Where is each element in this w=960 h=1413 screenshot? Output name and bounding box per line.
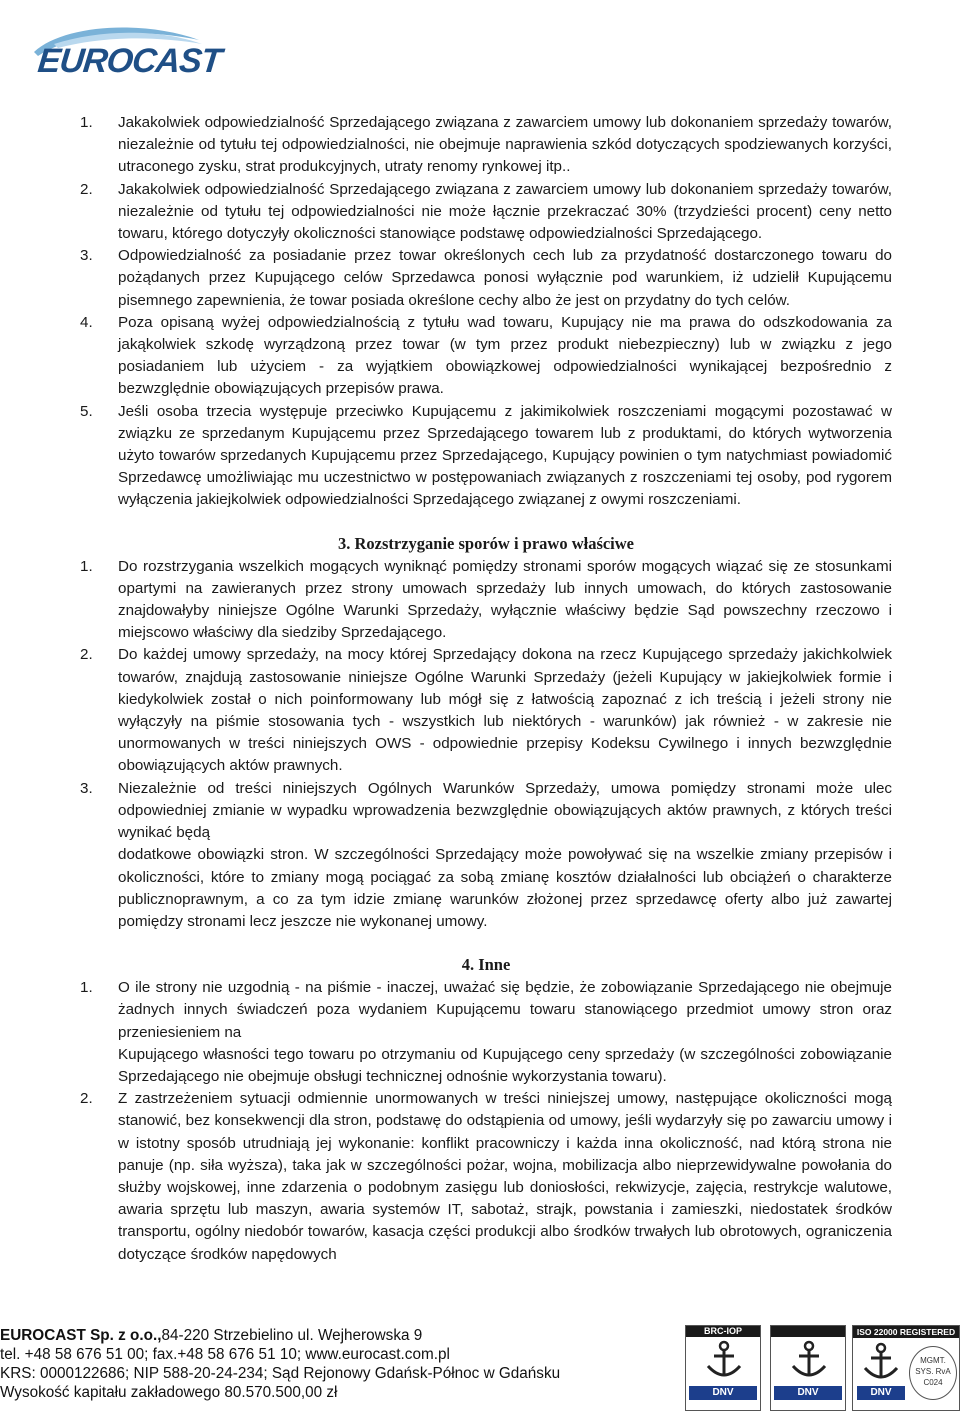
document-body bbox=[80, 112, 892, 1266]
anchor-icon bbox=[704, 1340, 744, 1382]
anchor-icon bbox=[861, 1342, 901, 1384]
footer-contact: tel. +48 58 676 51 00; fax.+48 58 676 51 10; www.eurocast.com.pl bbox=[0, 1346, 450, 1363]
list-item: 4. Poza opisaną wyżej odpowiedzialnością z tytułu wad towaru, Kupujący nie ma prawa do odszkodowania za jakąkolwiek szkodę wyrządzoną przez towar (w tym przez produkt niebezpieczny) lub w związku z jego posiadaniem lub użyciem - za wyjątkiem obowiązkowej odpowiedzialności wynikającej bezpośrednio z bezwzględnie obowiązujących przepisów prawa. bbox=[80, 313, 892, 398]
list-item: 2. Jakakolwiek odpowiedzialność Sprzedającego związana z zawarciem umowy lub dokonaniem sprzedaży towarów, niezależnie od tytułu tej odpowiedzialności nie może łącznie przekraczać 30% (trzydzieści procent) ceny netto towaru, którego dotyczyły okoliczności stanowiące podstawę odpowiedzialności Sprzedającego. bbox=[80, 180, 892, 243]
section-2-list bbox=[80, 112, 892, 512]
section-4-list bbox=[80, 977, 892, 1266]
logo-wordmark: EUROCAST bbox=[36, 42, 223, 80]
anchor-icon bbox=[789, 1340, 829, 1382]
section-heading-other: 4. Inne bbox=[461, 955, 511, 975]
list-item: 2. Z zastrzeżeniem sytuacji odmiennie unormowanych w treści niniejszej umowy, następujące okoliczności mogą stanowić, bez konsekwencji dla stron, podstawę do odstąpienia od umowy, jeśli wydarzyły się po zawarciu umowy i w istotny sposób utrudniają jej wykonanie: konflikt pracowniczy i każda inna okoliczność, nad którą strona nie panuje (np. siła wyższa), taka jak w szczególności pożar, wojna, mobilizacja albo nieprzewidywalne powołania do służby wojskowej, inne zdarzenia o podobnym zasięgu lub doniosłości, rekwizycje, zajęcia, restrykcje walutowe, awaria sprzętu lub maszyn, awaria systemów IT, sabotaż, strajk, powstania i zamieszki, niedostatek środków transportu, ogólny niedobór towarów, kasacja części produkcji albo środków trwałych lub obrotowych, ograniczenia dotyczące środków napędowych bbox=[80, 1090, 892, 1263]
list-item: 1. O ile strony nie uzgodnią - na piśmie - inaczej, uważać się będzie, że zobowiązanie Sprzedającego nie obejmuje żadnych innych świadczeń poza wydaniem Kupującemu towaru stanowiącego przedmiot umowy stron oraz przeniesieniem na Kupującego własności tego towaru po otrzymaniu od Kupującego ceny sprzedaży (w szczególności zobowiązanie Sprzedającego nie obejmuje obsługi technicznej odnośnie wykorzystania towaru). bbox=[80, 979, 892, 1085]
footer-registry: KRS: 0000122686; NIP 588-20-24-234; Sąd Rejonowy Gdańsk-Północ w Gdańsku bbox=[0, 1365, 561, 1382]
list-item: 2. Do każdej umowy sprzedaży, na mocy której Sprzedający dokona na rzecz Kupującego sprzedaży jakichkolwiek towarów, znajdują zastosowanie niniejsze Ogólne Warunki Sprzedaży (jeżeli Kupujący w jakiejkolwiek formie i kiedykolwiek został o nich poinformowany lub mógł się z łatwością zapoznać z ich treścią i jeżeli strony nie wyłączyły na piśmie stosowania tych - wszystkich lub niektórych - warunków) jak również - w zakresie nie unormowanych w treści niniejszych OWS - odpowiednie przepisy Kodeksu Cywilnego i innych bezwzględnie obowiązujących aktów prawnych. bbox=[80, 646, 892, 775]
certificate-badge-dnv bbox=[770, 1325, 846, 1411]
certificate-badge-iso22000: ISO 22000 REGISTERED DNV MGMT. SYS. RvA C024 bbox=[852, 1325, 960, 1411]
footer-address: 84-220 Strzebielino ul. Wejherowska 9 bbox=[161, 1327, 423, 1344]
list-item: 1. Jakakolwiek odpowiedzialność Sprzedającego związana z zawarciem umowy lub dokonaniem sprzedaży towarów, niezależnie od tytułu tej odpowiedzialności, nie obejmuje naprawienia szkód dotyczących spodziewanych korzyści, utraconego zysku, strat produkcyjnych, utraty renomy rynkowej itp.. bbox=[80, 114, 892, 176]
company-logo bbox=[24, 22, 223, 82]
footer-capital: Wysokość kapitału zakładowego 80.570.500,00 zł bbox=[0, 1384, 338, 1401]
footer-company-name: EUROCAST Sp. z o.o., bbox=[0, 1327, 162, 1344]
list-item: 3. Odpowiedzialność za posiadanie przez towar określonych cech lub za przydatność dostarczonego towaru do pożądanych przez Kupującego celów Sprzedawca ponosi wyłącznie pod warunkiem, iż udzielił Kupującemu pisemnego zapewnienia, że towar posiada określone cechy albo że jest on przydatny do tych celów. bbox=[80, 247, 892, 309]
section-3-list bbox=[80, 556, 892, 933]
dnv-mark: DNV bbox=[774, 1386, 842, 1400]
dnv-mark: DNV bbox=[689, 1386, 757, 1400]
list-item: 3. Niezależnie od treści niniejszych Ogólnych Warunków Sprzedaży, umowa pomiędzy stronami może ulec odpowiedniej zmianie w wypadku wprowadzenia bezwzględnie obowiązujących aktów prawnych, z których treści wynikać będą dodatkowe obowiązki stron. W szczególności Sprzedający może powoływać się na wszelkie zmiany przepisów i okoliczności, które to zmiany mogą pociągać za sobą zmianę kosztów działalności lub obciążeń o charakterze publicznoprawnym, a co za tym idzie zmianę warunków złożonej przez sprzedawcę oferty albo już zawartej pomiędzy stronami lecz jeszcze nie wykonanej umowy. bbox=[80, 779, 892, 930]
list-item: 1. Do rozstrzygania wszelkich mogących wyniknąć pomiędzy stronami sporów mogących wiązać się ze stosunkami opartymi na zawieranych przez strony umowach sprzedaży lub innych umowach, do których zastosowanie znajdowałyby niniejsze Ogólne Warunki Sprzedaży, wyłącznie właściwy będzie Sąd powszechny rzeczowo i miejscowo właściwy dla siedziby Sprzedającego. bbox=[80, 557, 892, 642]
certificate-badge-brc: BRC-IOP DNV bbox=[685, 1325, 761, 1411]
dnv-mark: DNV bbox=[857, 1386, 905, 1400]
certificate-badges bbox=[0, 1325, 960, 1411]
section-heading-disputes: 3. Rozstrzyganie sporów i prawo właściwe bbox=[337, 533, 635, 553]
list-item: 5. Jeśli osoba trzecia występuje przeciwko Kupującemu z jakimikolwiek roszczeniami mogącymi pozostawać w związku ze sprzedanym Kupującemu przez Sprzedającego towarem lub z produktami, do których wytworzenia użyto towarów sprzedanych Kupującemu przez Sprzedającego, Kupujący powinien o tym natychmiast powiadomić Sprzedawcę umożliwiając mu uczestnictwo w postępowaniach związanych z roszczeniami tej osoby, pod rygorem wyłączenia jakiejkolwiek odpowiedzialności Sprzedającego związanej z owymi roszczeniami. bbox=[80, 402, 892, 509]
rva-seal: MGMT. SYS. RvA C024 bbox=[909, 1346, 957, 1400]
